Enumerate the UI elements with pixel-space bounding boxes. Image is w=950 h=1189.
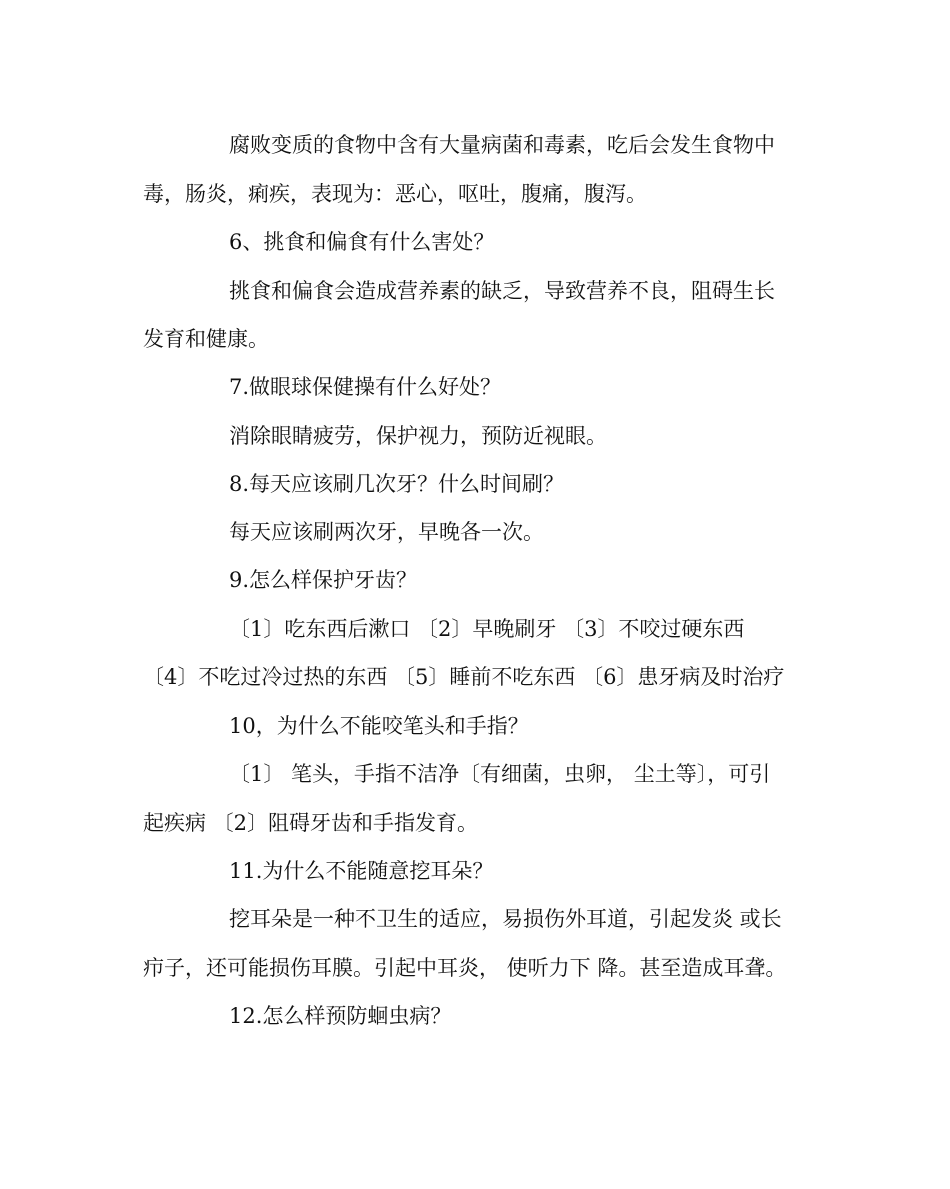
paragraph-line: 发育和健康。 — [143, 327, 269, 351]
question-heading: 9.怎么样保护牙齿？ — [229, 568, 418, 592]
question-heading: 8.每天应该刷几次牙？什么时间刷？ — [229, 472, 565, 496]
question-heading: 6、挑食和偏食有什么害处？ — [229, 230, 495, 254]
paragraph-line: 挑食和偏食会造成营养素的缺乏，导致营养不良，阻碍生长 — [229, 279, 775, 303]
paragraph-line: 〔4〕不吃过冷过热的东西 〔5〕睡前不吃东西 〔6〕患牙病及时治疗 — [143, 665, 785, 689]
paragraph-line: 挖耳朵是一种不卫生的适应，易损伤外耳道，引起发炎 或长 — [229, 907, 782, 931]
paragraph-line: 疖子，还可能损伤耳膜。引起中耳炎， 使听力下 降。甚至造成耳聋。 — [143, 956, 787, 980]
paragraph-line: 腐败变质的食物中含有大量病菌和毒素，吃后会发生食物中 — [229, 133, 775, 157]
paragraph-line: 毒，肠炎，痢疾，表现为：恶心，呕吐，腹痛，腹泻。 — [143, 182, 647, 206]
question-heading: 10，为什么不能咬笔头和手指？ — [229, 714, 529, 738]
paragraph-line: 消除眼睛疲劳，保护视力，预防近视眼。 — [229, 424, 607, 448]
paragraph-line: 每天应该刷两次牙，早晚各一次。 — [229, 520, 544, 544]
question-heading: 11.为什么不能随意挖耳朵？ — [229, 859, 494, 883]
question-heading: 12.怎么样预防蛔虫病？ — [229, 1004, 452, 1028]
paragraph-line: 〔1〕吃东西后漱口 〔2〕早晚刷牙 〔3〕不咬过硬东西 — [229, 617, 745, 641]
question-heading: 7.做眼球保健操有什么好处？ — [229, 375, 502, 399]
paragraph-line: 〔1〕 笔头，手指不洁净〔有细菌，虫卵， 尘土等〕，可引 — [229, 762, 771, 786]
paragraph-line: 起疾病 〔2〕阻碍牙齿和手指发育。 — [143, 811, 479, 835]
